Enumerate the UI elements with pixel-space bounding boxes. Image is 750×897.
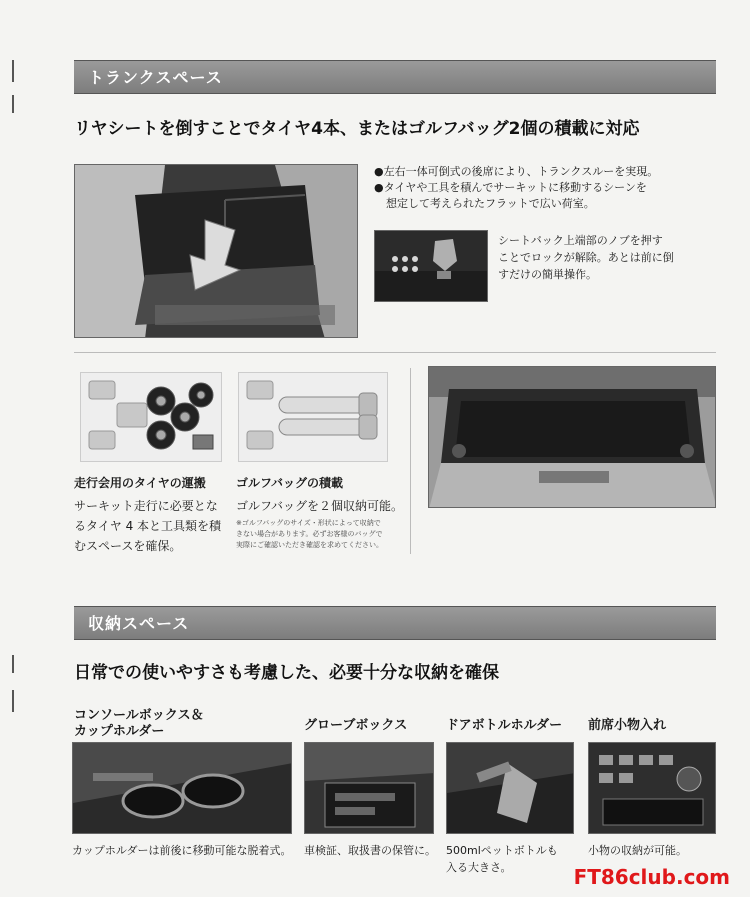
seatback-knob-photo [374, 230, 488, 302]
storage-section-title: 収納スペース [74, 606, 716, 640]
door-bottle-holder-title: ドアボトルホルダー [446, 718, 563, 733]
trunk-bullet: ●タイヤや工具を積んでサーキットに移動するシーンを [374, 181, 647, 194]
trunk-bullet: ●左右一体可倒式の後席により、トランクスルーを実現。 [374, 165, 659, 178]
golf-bag-icon [279, 393, 377, 439]
binder-mark [12, 60, 14, 82]
toolbox-icon [193, 435, 213, 449]
trunk-bullet: 想定して考えられたフラットで広い荷室。 [386, 197, 595, 210]
golf-description: ゴルフバッグを２個収納可能。 [236, 499, 404, 513]
trunk-section-title: トランクスペース [74, 60, 716, 94]
console-box-photo [72, 742, 292, 834]
storage-headline: 日常での使いやすさも考慮した、必要十分な収納を確保 [74, 663, 499, 683]
glove-box-title: グローブボックス [304, 718, 408, 733]
golf-note: ※ゴルフバッグのサイズ・形状によって収納で [236, 519, 381, 527]
tires-description: サーキット走行に必要とな [74, 499, 218, 513]
glove-box-photo [304, 742, 434, 834]
seat-icon [89, 381, 147, 449]
knob-description: すだけの簡単操作。 [498, 268, 597, 281]
tires-description: るタイヤ 4 本と工具類を積 [74, 519, 222, 533]
door-bottle-holder-caption: 入る大きさ。 [446, 861, 512, 874]
rear-seat-photo [74, 164, 358, 338]
front-tray-caption: 小物の収納が可能。 [588, 844, 687, 857]
tires-diagram [80, 372, 222, 462]
door-bottle-holder-photo [446, 742, 574, 834]
site-watermark: FT86club.com [573, 865, 730, 889]
golf-note: 実際にご確認いただき確認を求めてください。 [236, 541, 383, 549]
binder-mark [12, 655, 14, 673]
binder-mark [12, 95, 14, 113]
console-box-title: カップホルダー [74, 724, 165, 739]
glove-box-caption: 車検証、取扱書の保管に。 [304, 844, 436, 857]
front-tray-photo [588, 742, 716, 834]
front-tray-title: 前席小物入れ [588, 718, 667, 733]
divider-vertical [410, 368, 411, 554]
console-box-caption: カップホルダーは前後に移動可能な脱着式。 [72, 844, 292, 857]
golf-bags-diagram [238, 372, 388, 462]
golf-title: ゴルフバッグの積載 [236, 476, 344, 490]
tires-description: むスペースを確保。 [74, 539, 182, 553]
console-box-title: コンソールボックス＆ [74, 708, 204, 723]
binder-mark [12, 690, 14, 712]
knob-description: シートバック上端部のノブを押す [498, 234, 663, 247]
divider [74, 352, 716, 353]
trunk-headline: リヤシートを倒すことでタイヤ4本、またはゴルフバッグ2個の積載に対応 [74, 119, 640, 139]
door-bottle-holder-caption: 500mlペットボトルも [446, 844, 558, 857]
seat-icon [247, 381, 273, 449]
knob-description: ことでロックが解除。あとは前に倒 [498, 251, 674, 264]
trunk-interior-photo [428, 366, 716, 508]
golf-note: きない場合があります。必ずお客様のバッグで [236, 530, 383, 538]
tires-title: 走行会用のタイヤの運搬 [74, 476, 206, 490]
